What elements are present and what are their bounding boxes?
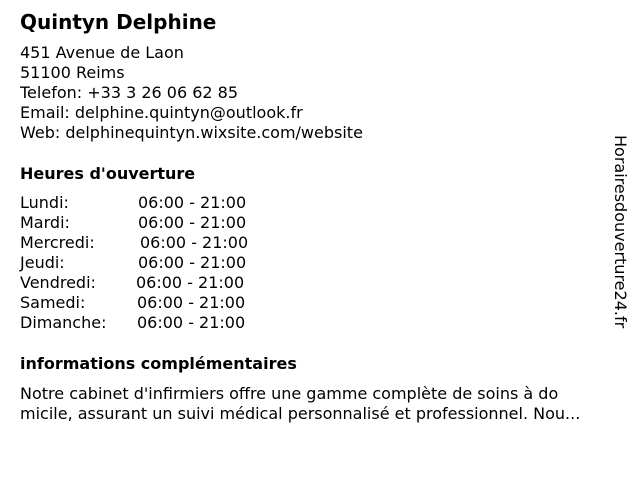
hours-time: 06:00 - 21:00 — [136, 273, 245, 292]
business-name: Quintyn Delphine — [20, 10, 217, 34]
address-city: 51100 Reims — [20, 63, 125, 82]
hours-row-monday — [20, 193, 248, 213]
phone-line[interactable]: Telefon: +33 3 26 06 62 85 — [20, 83, 239, 102]
hours-time: 06:00 - 21:00 — [138, 213, 247, 232]
hours-day: Lundi: — [20, 193, 69, 212]
hours-row-tuesday — [20, 213, 248, 233]
hours-time: 06:00 - 21:00 — [138, 193, 247, 212]
hours-row-wednesday — [20, 233, 248, 253]
address-street: 451 Avenue de Laon — [20, 43, 184, 62]
hours-row-friday — [20, 273, 248, 293]
info-line: Notre cabinet d'infirmiers offre une gamme complète de soins à do — [20, 384, 559, 403]
info-line: micile, assurant un suivi médical personnalisé et professionnel. Nou... — [20, 404, 581, 423]
contact-block — [20, 43, 363, 143]
hours-row-sunday — [20, 313, 248, 333]
hours-day: Mardi: — [20, 213, 70, 232]
hours-row-thursday — [20, 253, 248, 273]
hours-table — [20, 193, 248, 333]
hours-time: 06:00 - 21:00 — [137, 293, 246, 312]
email-line[interactable]: Email: delphine.quintyn@outlook.fr — [20, 103, 303, 122]
hours-day: Samedi: — [20, 293, 86, 312]
hours-row-saturday — [20, 293, 248, 313]
hours-time: 06:00 - 21:00 — [138, 253, 247, 272]
web-line[interactable]: Web: delphinequintyn.wixsite.com/website — [20, 123, 363, 142]
info-description — [20, 384, 630, 424]
hours-time: 06:00 - 21:00 — [140, 233, 249, 252]
site-watermark: Horairesdouverture24.fr — [611, 135, 630, 329]
hours-day: Jeudi: — [20, 253, 65, 272]
hours-day: Mercredi: — [20, 233, 95, 252]
info-heading: informations complémentaires — [20, 354, 297, 373]
hours-day: Vendredi: — [20, 273, 96, 292]
hours-time: 06:00 - 21:00 — [137, 313, 246, 332]
hours-day: Dimanche: — [20, 313, 107, 332]
hours-heading: Heures d'ouverture — [20, 164, 196, 183]
